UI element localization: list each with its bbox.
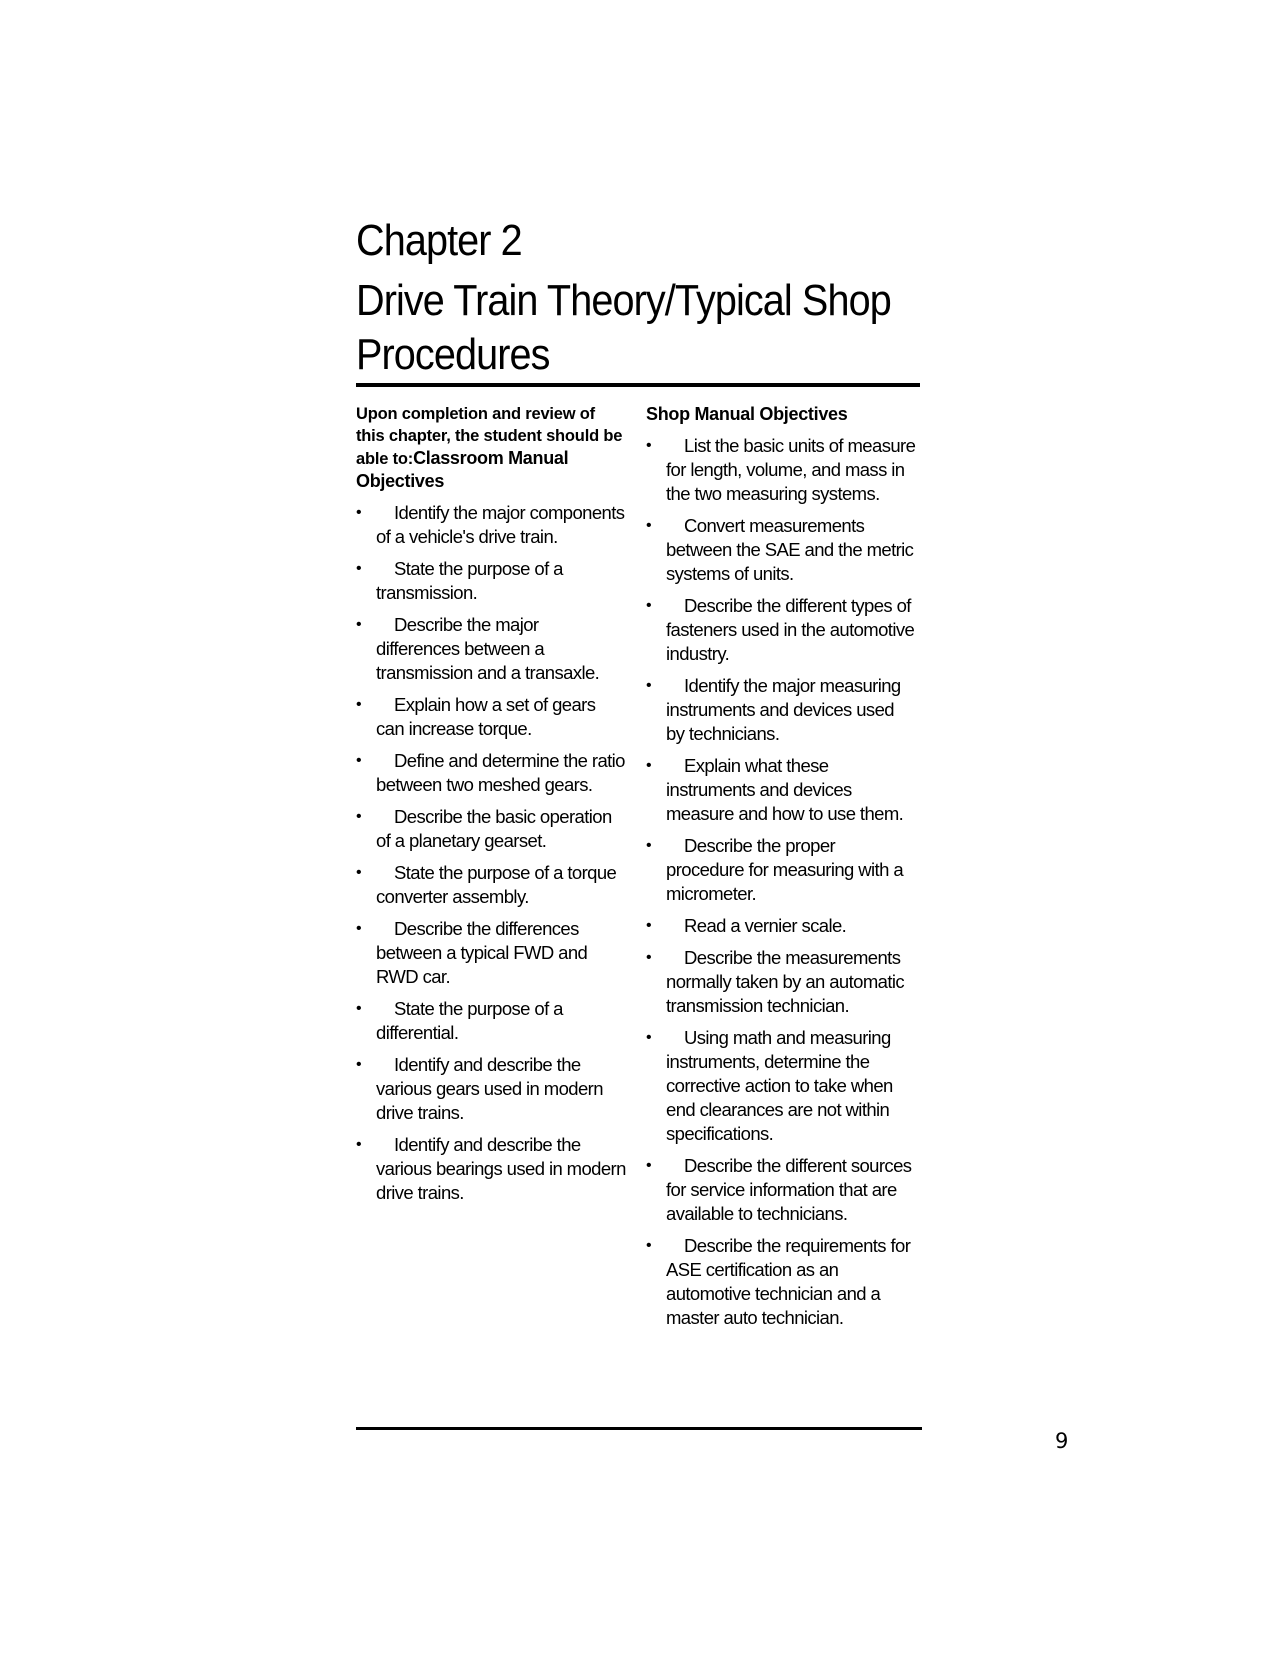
objective-item — [646, 1234, 916, 1330]
objective-item — [356, 997, 626, 1045]
bullet-icon: • — [646, 517, 652, 534]
title-divider — [356, 383, 920, 387]
objective-item — [646, 434, 916, 506]
objective-text: State the purpose of a transmission. — [376, 558, 563, 603]
objective-item — [646, 914, 916, 938]
bullet-icon: • — [356, 504, 362, 521]
objective-item — [646, 834, 916, 906]
bullet-icon: • — [646, 437, 652, 454]
objective-item — [356, 861, 626, 909]
bullet-icon: • — [646, 677, 652, 694]
bullet-icon: • — [356, 616, 362, 633]
intro-text: Upon completion and review of this chapter, the student should be able to: — [356, 405, 623, 468]
objective-text: Identify and describe the various gears used in modern drive trains. — [376, 1054, 603, 1123]
bullet-icon: • — [646, 837, 652, 854]
classroom-objectives-column — [356, 403, 626, 1213]
objective-text: Convert measurements between the SAE and the metric systems of units. — [666, 515, 914, 584]
bullet-icon: • — [356, 752, 362, 769]
bullet-icon: • — [646, 757, 652, 774]
bullet-icon: • — [356, 864, 362, 881]
bullet-icon: • — [356, 1000, 362, 1017]
page-number: 9 — [1055, 1429, 1069, 1453]
objective-item — [356, 749, 626, 797]
objective-item — [646, 514, 916, 586]
classroom-objectives-list — [356, 501, 626, 1205]
bullet-icon: • — [646, 597, 652, 614]
objective-text: Identify the major components of a vehicle's drive train. — [376, 502, 625, 547]
objective-item — [646, 1026, 916, 1146]
bullet-icon: • — [356, 696, 362, 713]
bullet-icon: • — [646, 1029, 652, 1046]
objective-item — [356, 1053, 626, 1125]
objective-text: Describe the measurements normally taken by an automatic transmission technician. — [666, 947, 905, 1016]
objective-text: Identify the major measuring instruments and devices used by technicians. — [666, 675, 901, 744]
objective-text: Identify and describe the various bearings used in modern drive trains. — [376, 1134, 626, 1203]
objective-text: Describe the different sources for service information that are available to technicians. — [666, 1155, 912, 1224]
objective-item — [356, 693, 626, 741]
objective-item — [646, 674, 916, 746]
bullet-icon: • — [356, 808, 362, 825]
bullet-icon: • — [356, 920, 362, 937]
chapter-label: Chapter 2 — [356, 216, 522, 265]
objective-text: Describe the major differences between a transmission and a transaxle. — [376, 614, 600, 683]
shop-objectives-list — [646, 434, 916, 1330]
bullet-icon: • — [646, 949, 652, 966]
objective-item — [356, 805, 626, 853]
objective-text: Describe the proper procedure for measuring with a micrometer. — [666, 835, 904, 904]
intro-paragraph — [356, 403, 626, 493]
bullet-icon: • — [646, 1237, 652, 1254]
objective-text: Explain how a set of gears can increase torque. — [376, 694, 596, 739]
objective-item — [356, 1133, 626, 1205]
objective-item — [356, 613, 626, 685]
objective-text: List the basic units of measure for length, volume, and mass in the two measuring systems. — [666, 435, 916, 504]
bullet-icon: • — [646, 917, 652, 934]
bullet-icon: • — [356, 1056, 362, 1073]
objective-text: Describe the different types of fasteners used in the automotive industry. — [666, 595, 915, 664]
objective-text: Using math and measuring instruments, determine the corrective action to take when end clearances are not within specifications. — [666, 1027, 893, 1144]
objective-item — [646, 1154, 916, 1226]
objective-text: Explain what these instruments and devices measure and how to use them. — [666, 755, 904, 824]
footer-divider — [356, 1427, 922, 1430]
chapter-title: Drive Train Theory/Typical Shop Procedures — [356, 276, 891, 379]
objective-item — [356, 917, 626, 989]
objective-item — [356, 557, 626, 605]
shop-objectives-column — [646, 403, 916, 1338]
shop-objectives-heading: Shop Manual Objectives — [646, 404, 848, 424]
classroom-objectives-heading: Classroom Manual Objectives — [356, 448, 569, 491]
bullet-icon: • — [356, 1136, 362, 1153]
bullet-icon: • — [646, 1157, 652, 1174]
objective-text: State the purpose of a torque converter assembly. — [376, 862, 617, 907]
bullet-icon: • — [356, 560, 362, 577]
objective-text: Describe the basic operation of a planetary gearset. — [376, 806, 612, 851]
objective-text: State the purpose of a differential. — [376, 998, 563, 1043]
objective-item — [646, 594, 916, 666]
objective-item — [646, 946, 916, 1018]
objective-item — [646, 754, 916, 826]
objective-text: Define and determine the ratio between two meshed gears. — [376, 750, 625, 795]
objective-text: Describe the requirements for ASE certification as an automotive technician and a master auto technician. — [666, 1235, 911, 1328]
objective-text: Read a vernier scale. — [684, 915, 847, 936]
objective-text: Describe the differences between a typical FWD and RWD car. — [376, 918, 588, 987]
objective-item — [356, 501, 626, 549]
